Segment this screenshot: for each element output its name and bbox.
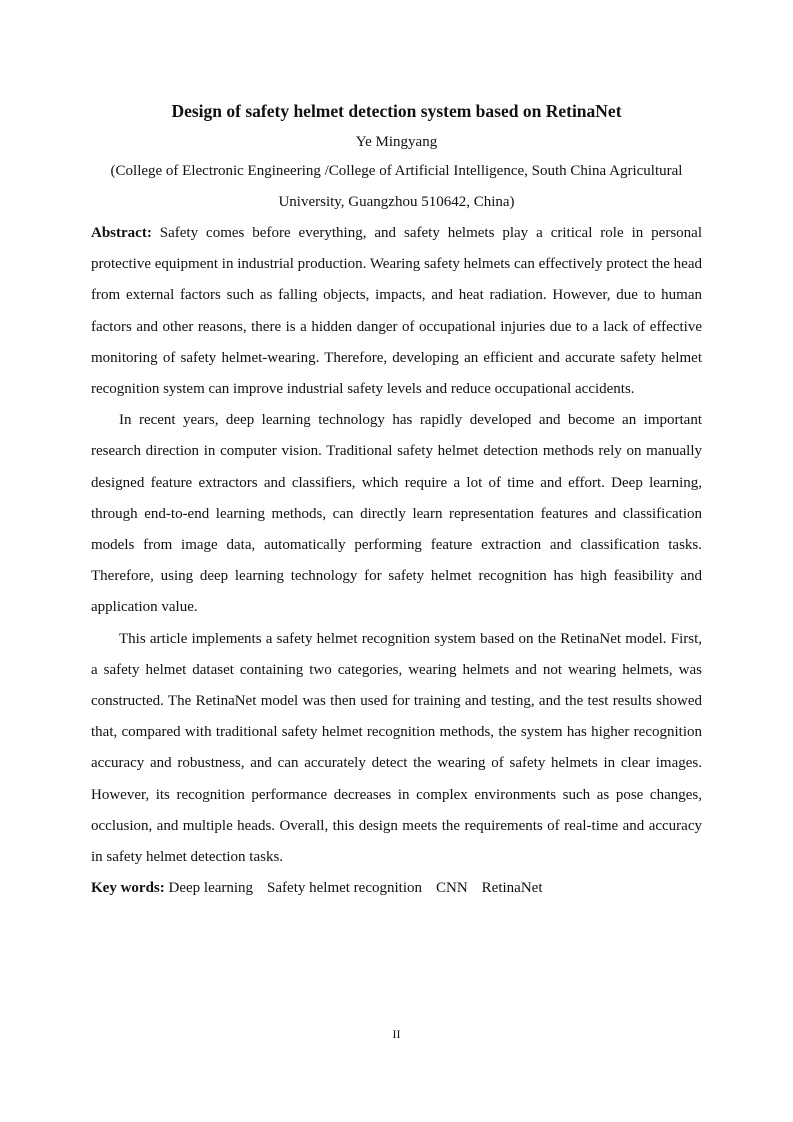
keyword-item: Deep learning [168,880,254,897]
author-name: Ye Mingyang [355,134,438,150]
keywords-line [91,873,702,904]
page-number: II [392,1027,401,1041]
document-page [91,96,702,904]
keyword-item: RetinaNet [481,880,543,897]
keywords-label: Key words: [91,880,165,897]
abstract-label: Abstract: [91,225,152,241]
abstract-paragraph-3: This article implements a safety helmet recognition system based on the RetinaNet model. First, a safety helmet dataset containing two categories, wearing helmets and not wearing helmets, was constructed. The RetinaNet model was then used for training and testing, and the test results showed that, compared with traditional safety helmet recognition methods, the system has higher recognition accuracy and robustness, and can accurately detect the wearing of safety helmets in clear images. However, its recognition performance decreases in complex environments such as pose changes, occlusion, and multiple heads. Overall, this design meets the requirements of real-time and accuracy in safety helmet detection tasks. [91,630,702,866]
author-affiliation: (College of Electronic Engineering /College of Artificial Intelligence, South China Agricultural University, Guangzhou 510642, China) [110,163,683,210]
keyword-item: Safety helmet recognition [267,880,422,897]
paper-title: Design of safety helmet detection system based on RetinaNet [171,101,622,121]
keyword-item: CNN [436,880,468,897]
abstract-paragraph-1 [91,218,702,405]
abstract-text-1: Safety comes before everything, and safety helmets play a critical role in personal protective equipment in industrial production. Wearing safety helmets can effectively protect the head from external factors such as falling objects, impacts, and heat radiation. However, due to human factors and other reasons, there is a hidden danger of occupational injuries due to a lack of effective monitoring of safety helmet-wearing. Therefore, developing an efficient and accurate safety helmet recognition system can improve industrial safety levels and reduce occupational accidents. [91,225,702,398]
abstract-paragraph-2: In recent years, deep learning technology has rapidly developed and become an important research direction in computer vision. Traditional safety helmet detection methods rely on manually designed feature extractors and classifiers, which require a lot of time and effort. Deep learning, through end-to-end learning methods, can directly learn representation features and classification models from image data, automatically performing feature extraction and classification tasks. Therefore, using deep learning technology for safety helmet recognition has high feasibility and application value. [91,412,702,616]
